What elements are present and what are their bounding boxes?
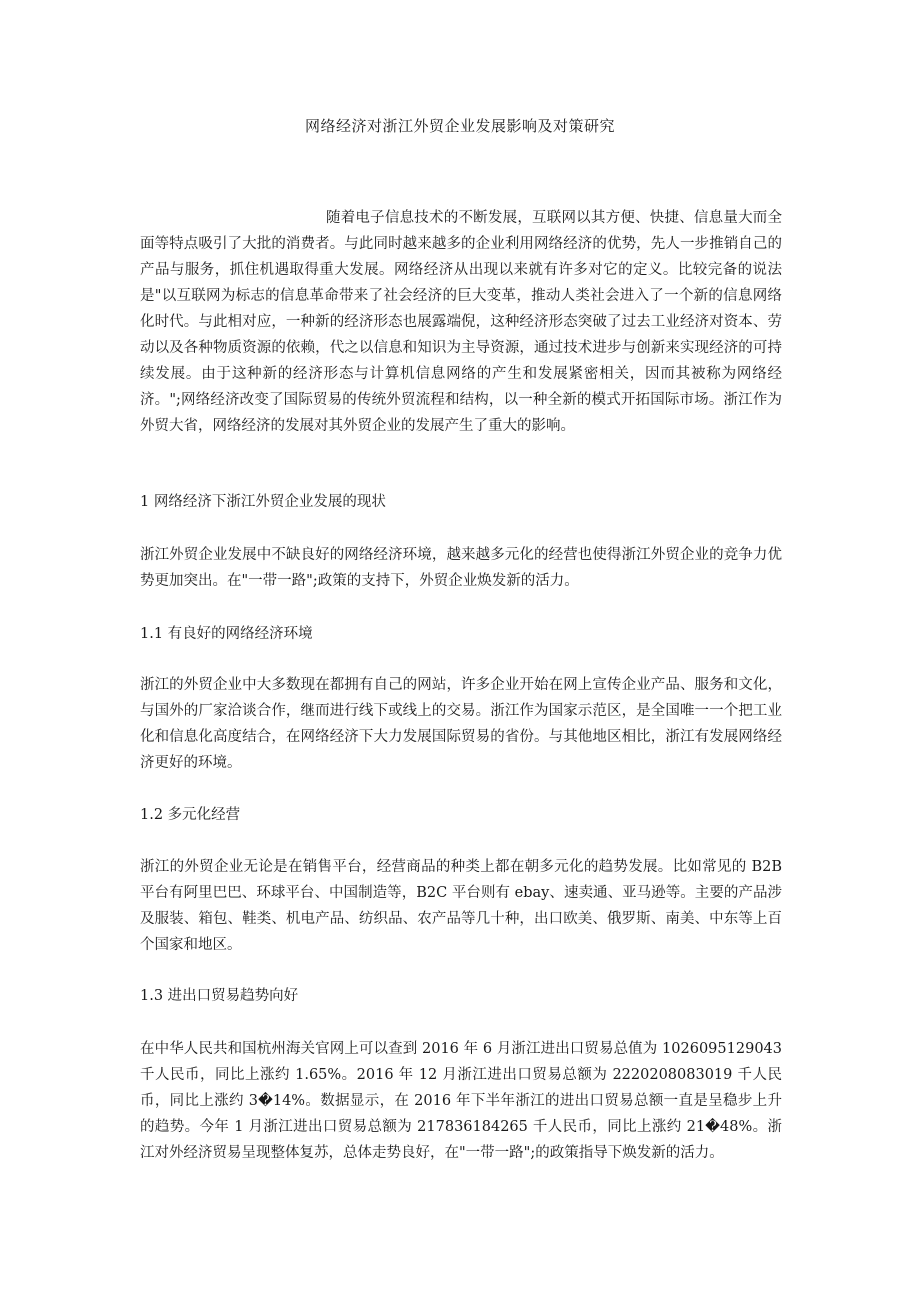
section-1-heading: 1 网络经济下浙江外贸企业发展的现状 bbox=[140, 494, 386, 510]
document-title: 网络经济对浙江外贸企业发展影响及对策研究 bbox=[304, 117, 615, 135]
section-1-1-heading: 1.1 有良好的网络经济环境 bbox=[140, 626, 313, 642]
section-1-2-heading: 1.2 多元化经营 bbox=[140, 807, 241, 823]
section-1-1-paragraph: 浙江的外贸企业中大多数现在都拥有自己的网站，许多企业开始在网上宣传企业产品、服务和文化，与国外的厂家洽谈合作，继而进行线下或线上的交易。浙江作为国家示范区，是全国唯一一个把工业化和信息化高度结合，在网络经济下大力发展国际贸易的省份。与其他地区相比，浙江有发展网络经济更好的环境。 bbox=[140, 677, 782, 771]
section-1-paragraph: 浙江外贸企业发展中不缺良好的网络经济环境，越来越多元化的经营也使得浙江外贸企业的竞争力优势更加突出。在"一带一路";政策的支持下，外贸企业焕发新的活力。 bbox=[140, 547, 782, 589]
section-1-3-paragraph: 在中华人民共和国杭州海关官网上可以查到 2016 年 6 月浙江进出口贸易总值为 1026095129043 千人民币，同比上涨约 1.65%。2016 年 12 月浙江进出口贸易总额为 2220208083019 千人民币，同比上涨约 3�14%。数据显示，在 2016 年下半年浙江的进出口贸易总额一直是呈稳步上升的趋势。今年 1 月浙江进出口贸易总额为 217836184265 千人民币，同比上涨约 21�48%。浙江对外经济贸易呈现整体复苏，总体走势良好，在"一带一路";的政策指导下焕发新的活力。 bbox=[140, 1041, 782, 1161]
section-1-2-paragraph: 浙江的外贸企业无论是在销售平台，经营商品的种类上都在朝多元化的趋势发展。比如常见的 B2B 平台有阿里巴巴、环球平台、中国制造等，B2C 平台则有 ebay、速卖通、亚马逊等。主要的产品涉及服装、箱包、鞋类、机电产品、纺织品、农产品等几十种，出口欧美、俄罗斯、南美、中东等上百个国家和地区。 bbox=[140, 859, 782, 953]
intro-paragraph: 随着电子信息技术的不断发展，互联网以其方便、快捷、信息量大而全面等特点吸引了大批的消费者。与此同时越来越多的企业利用网络经济的优势，先人一步推销自己的产品与服务，抓住机遇取得重大发展。网络经济从出现以来就有许多对它的定义。比较完备的说法是"以互联网为标志的信息革命带来了社会经济的巨大变革，推动人类社会进入了一个新的信息网络化时代。与此相对应，一种新的经济形态也展露端倪，这种经济形态突破了过去工业经济对资本、劳动以及各种物质资源的依赖，代之以信息和知识为主导资源，通过技术进步与创新来实现经济的可持续发展。由于这种新的经济形态与计算机信息网络的产生和发展紧密相关，因而其被称为网络经济。";网络经济改变了国际贸易的传统外贸流程和结构，以一种全新的模式开拓国际市场。浙江作为外贸大省，网络经济的发展对其外贸企业的发展产生了重大的影响。 bbox=[140, 210, 782, 434]
section-1-3-heading: 1.3 进出口贸易趋势向好 bbox=[140, 988, 299, 1004]
